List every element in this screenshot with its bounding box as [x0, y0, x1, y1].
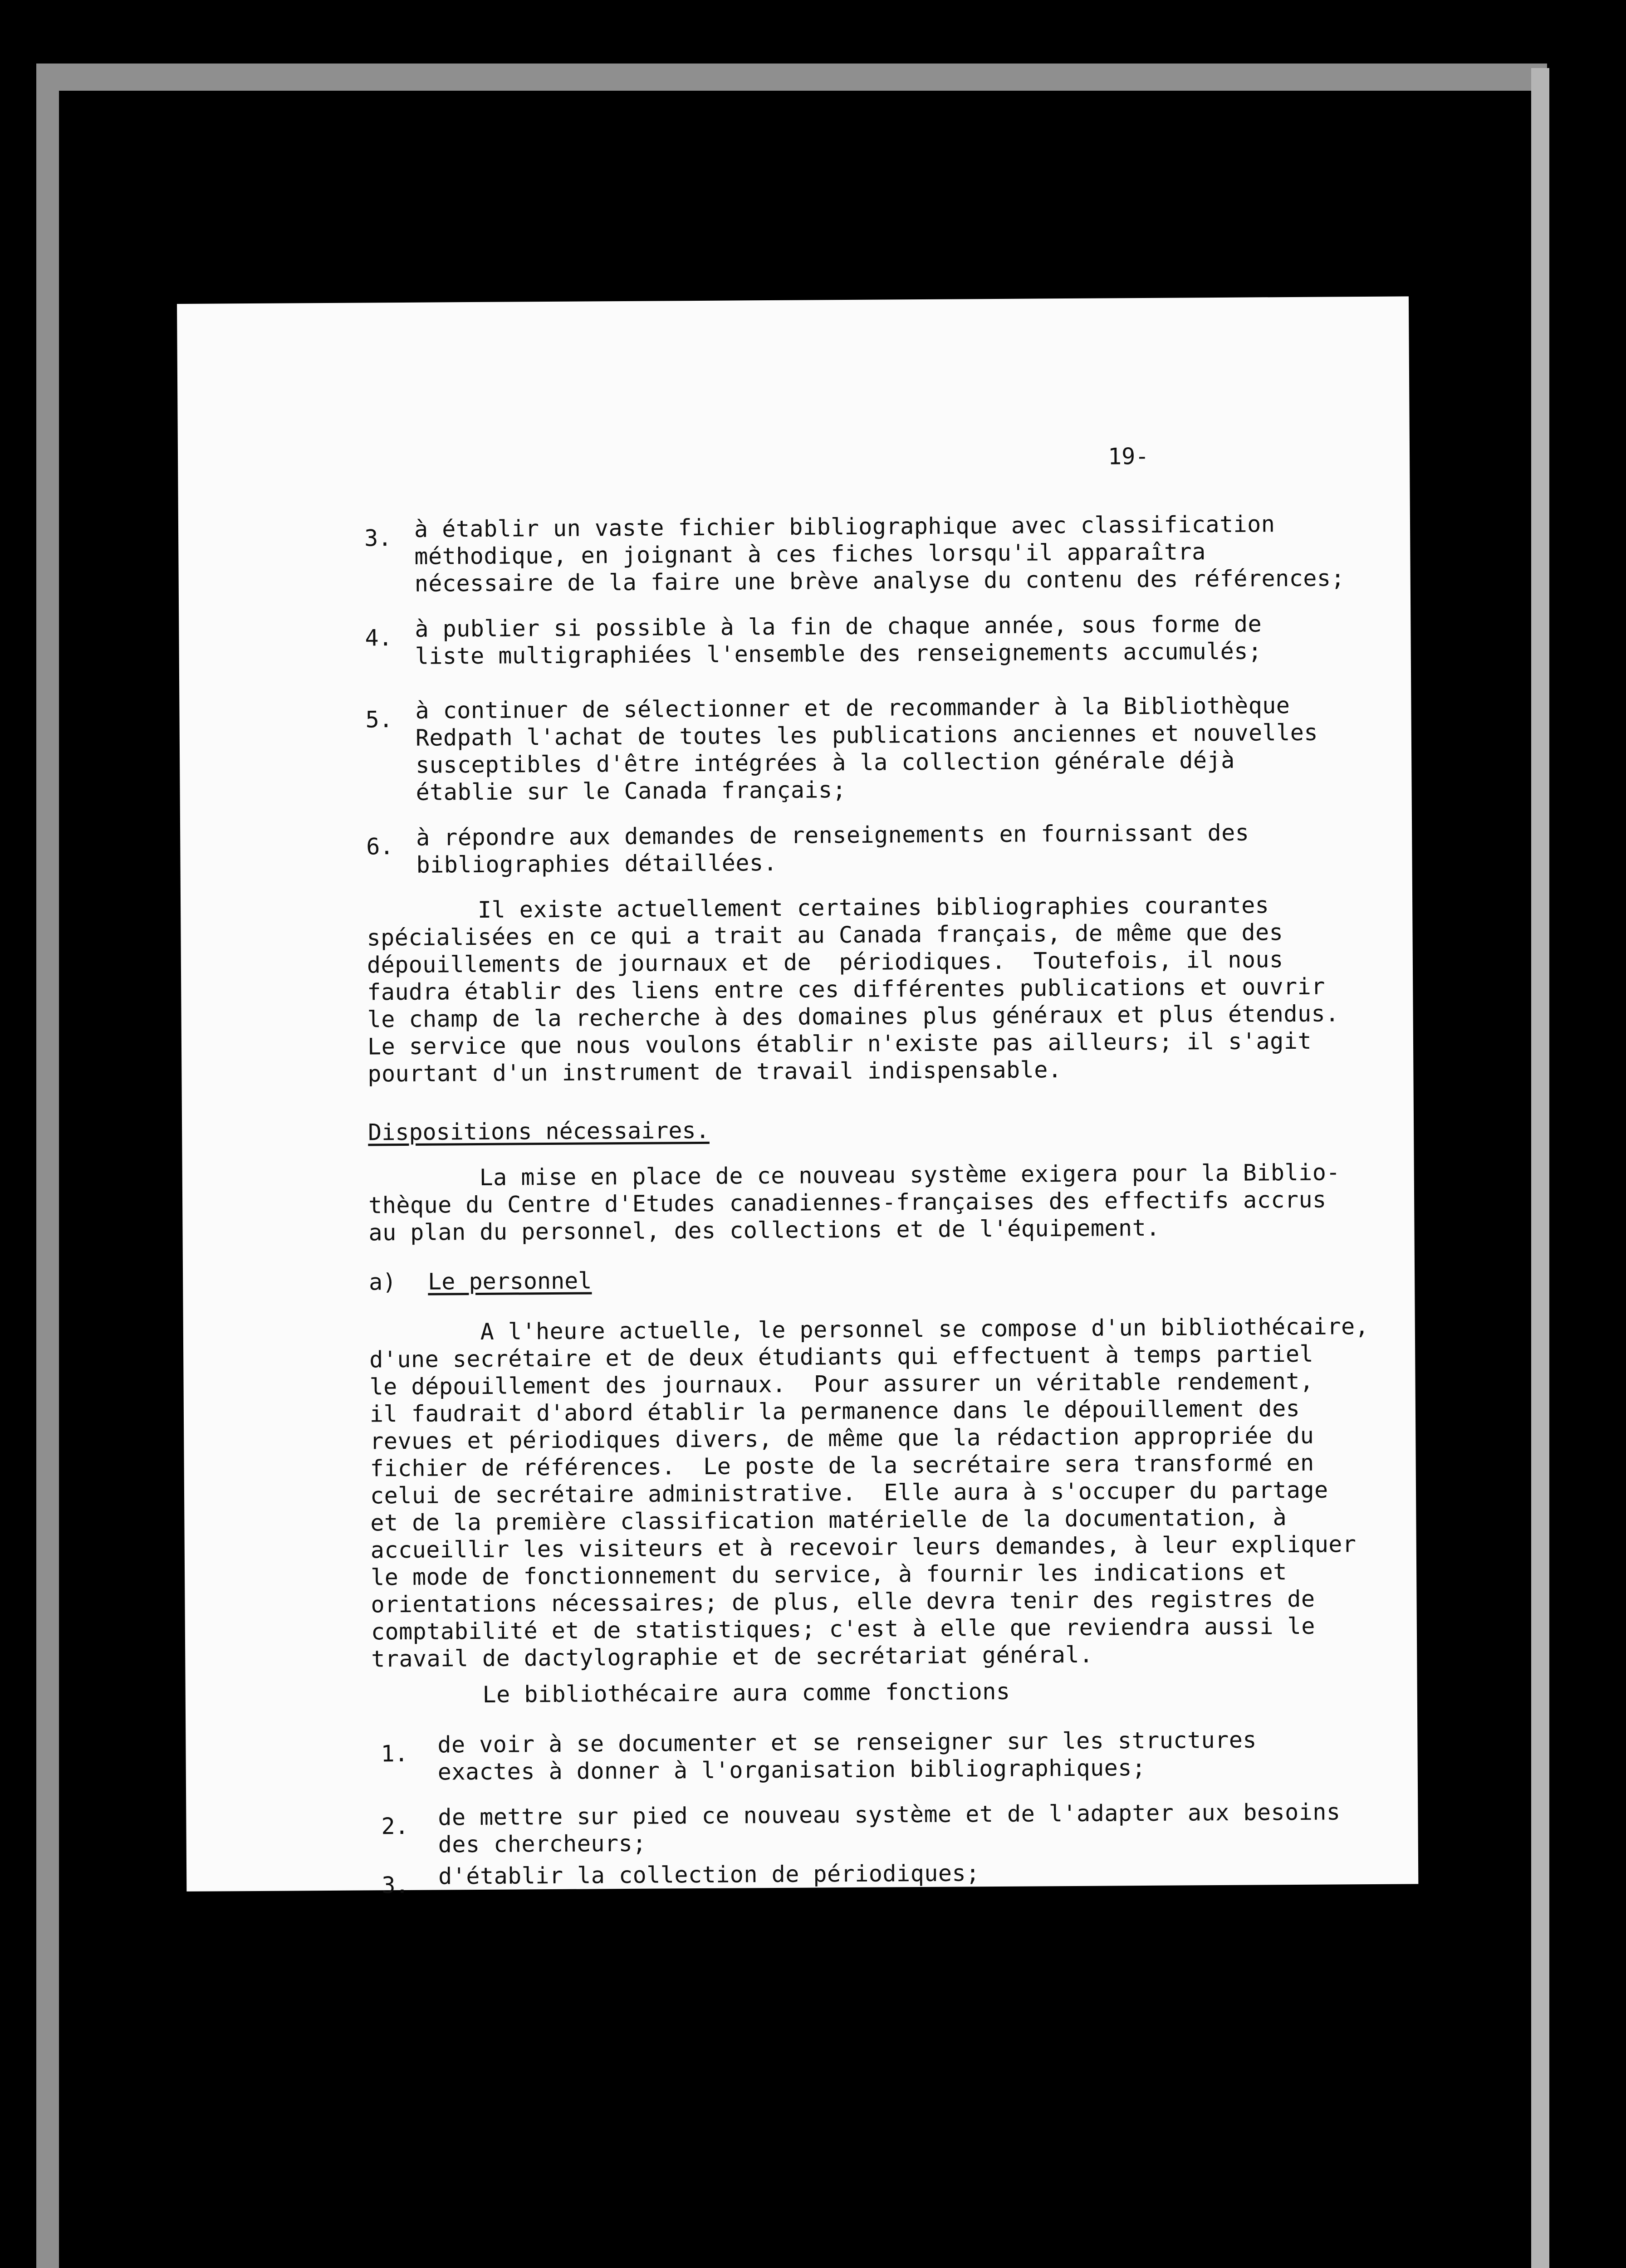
list-item-number: 3.	[364, 525, 392, 552]
list-item-line: de mettre sur pied ce nouveau système et de l'adapter aux besoins	[438, 1799, 1341, 1831]
list-item-line: à répondre aux demandes de renseignements en fournissant des	[416, 819, 1249, 851]
paragraph-line: dépouillements de journaux et de périodiques. Toutefois, il nous	[367, 946, 1283, 978]
paragraph-line: d'une secrétaire et de deux étudiants qui effectuent à temps partiel	[369, 1340, 1314, 1373]
paragraph-line: celui de secrétaire administrative. Elle aura à s'occuper du partage	[370, 1476, 1328, 1509]
document-page	[177, 296, 1418, 1899]
paragraph-line: travail de dactylographie et de secrétariat général.	[371, 1641, 1093, 1672]
paragraph-line: pourtant d'un instrument de travail indispensable.	[367, 1056, 1062, 1087]
list-item-line: d'établir la collection de périodiques;	[438, 1860, 980, 1890]
paragraph-line: le dépouillement des journaux. Pour assurer un véritable rendement,	[369, 1368, 1314, 1400]
paragraph-line: le mode de fonctionnement du service, à fournir les indications et	[370, 1559, 1288, 1591]
paragraph-line: accueillir les visiteurs et à recevoir leurs demandes, à leur expliquer	[370, 1531, 1357, 1564]
list-item-number: 3.	[382, 1872, 409, 1899]
list-item-number: 4.	[365, 625, 392, 651]
paragraph-line: La mise en place de ce nouveau système exigera pour la Biblio-	[368, 1159, 1341, 1192]
list-item-line: Redpath l'achat de toutes les publications anciennes et nouvelles	[415, 719, 1318, 751]
paragraph-line: faudra établir des liens entre ces différentes publications et ouvrir	[367, 973, 1325, 1006]
paragraph-line: et de la première classification matérielle de la documentation, à	[370, 1504, 1287, 1536]
film-edge-right	[1531, 68, 1549, 2268]
paragraph-line: il faudrait d'abord établir la permanence dans le dépouillement des	[369, 1395, 1300, 1427]
subsection-heading: Le personnel	[428, 1267, 592, 1295]
list-item-line: à continuer de sélectionner et de recommander à la Bibliothèque	[415, 692, 1290, 724]
list-item-line: méthodique, en joignant à ces fiches lorsqu'il apparaîtra	[414, 538, 1206, 570]
list-item-line: à publier si possible à la fin de chaque année, sous forme de	[415, 611, 1262, 642]
list-item-line: de voir à se documenter et se renseigner sur les structures	[437, 1726, 1257, 1758]
list-item-line: établie sur le Canada français;	[416, 777, 847, 806]
list-item-line: liste multigraphiées l'ensemble des renseignements accumulés;	[415, 638, 1262, 670]
paragraph-line: thèque du Centre d'Etudes canadiennes-françaises des effectifs accrus	[368, 1186, 1327, 1219]
list-item-line: à établir un vaste fichier bibliographique avec classification	[414, 511, 1275, 543]
paragraph-line: comptabilité et de statistiques; c'est à elle que reviendra aussi le	[371, 1613, 1316, 1645]
paragraph-line: fichier de références. Le poste de la secrétaire sera transformé en	[370, 1449, 1314, 1482]
list-item-number: 6.	[366, 833, 394, 860]
paragraph-line: A l'heure actuelle, le personnel se compose d'un bibliothécaire,	[369, 1313, 1369, 1346]
paragraph-line: revues et périodiques divers, de même que la rédaction appropriée du	[370, 1422, 1314, 1455]
paragraph-line: Il existe actuellement certaines bibliographies courantes	[367, 892, 1269, 924]
paragraph-line: Le service que nous voulons établir n'existe pas ailleurs; il s'agit	[367, 1027, 1312, 1060]
subsection-prefix: a)	[369, 1269, 397, 1295]
list-item-line: bibliographies détaillées.	[416, 849, 778, 878]
paragraph-line: au plan du personnel, des collections et de l'équipement.	[368, 1214, 1161, 1246]
paragraph-line: Le bibliothécaire aura comme fonctions	[371, 1678, 1010, 1709]
list-item-number: 2.	[381, 1813, 409, 1840]
page-number: 19-	[1107, 443, 1149, 470]
list-item-line: nécessaire de la faire une brève analyse du contenu des références;	[414, 565, 1345, 597]
list-item-line: des chercheurs;	[438, 1830, 646, 1858]
list-item-line: susceptibles d'être intégrées à la collection générale déjà	[416, 747, 1235, 778]
paragraph-line: spécialisées en ce qui a trait au Canada français, de même que des	[367, 919, 1283, 951]
list-item-number: 5.	[365, 706, 393, 733]
section-heading: Dispositions nécessaires.	[367, 1117, 710, 1146]
paragraph-line: le champ de la recherche à des domaines plus généraux et plus étendus.	[367, 1000, 1339, 1033]
list-item-number: 1.	[381, 1740, 408, 1767]
paragraph-line: orientations nécessaires; de plus, elle devra tenir des registres de	[371, 1585, 1315, 1618]
list-item-line: exactes à donner à l'organisation bibliographiques;	[437, 1755, 1146, 1785]
